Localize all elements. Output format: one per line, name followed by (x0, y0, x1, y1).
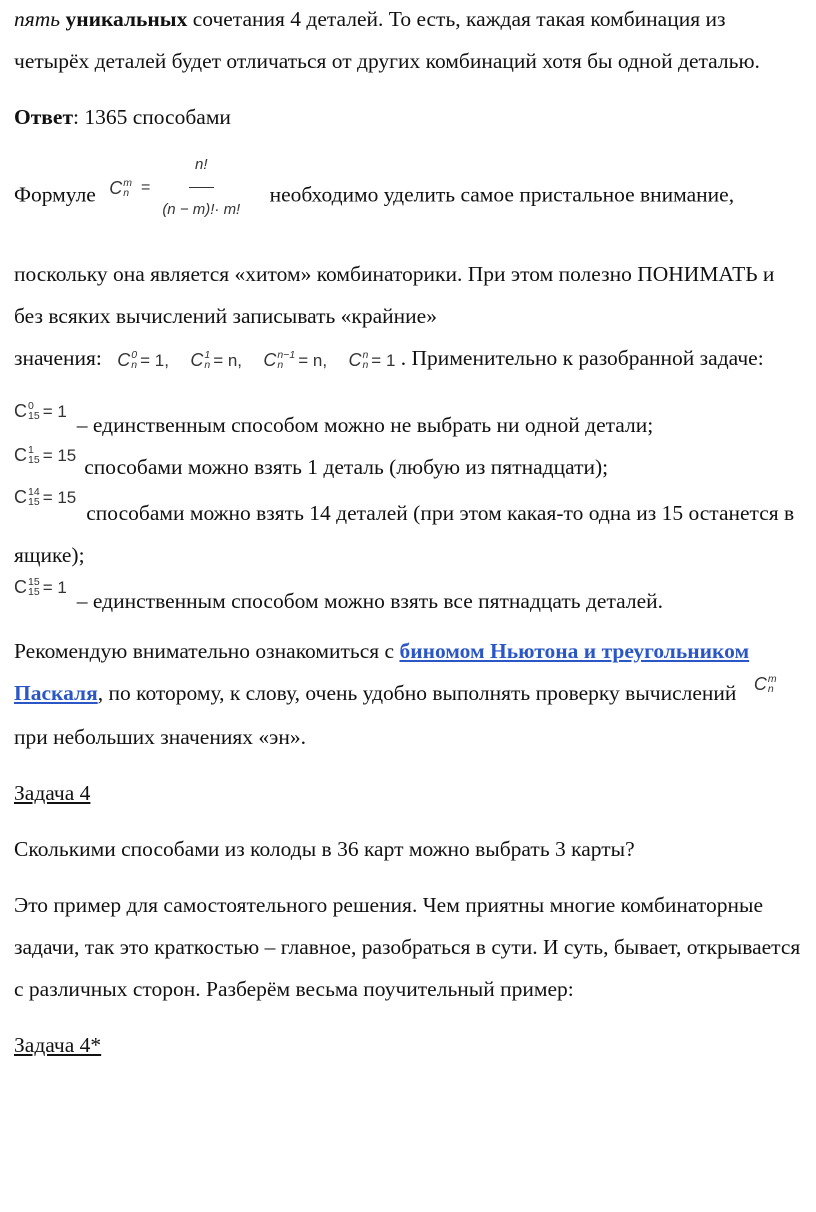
case-1-formula: C 0 15 = 1 (14, 400, 67, 423)
binomial-link[interactable]: биномом Ньютона и треугольником Паскаля (14, 638, 750, 705)
formula-sup: m (123, 176, 132, 189)
task4-heading (14, 772, 802, 814)
answer-text: : 1365 способами (73, 105, 231, 129)
case-2-sub: 15 (28, 454, 40, 467)
paragraph-self-solve: Это пример для самостоятельного решения. Чем приятны многие комбинаторные задачи, так это краткостью – главное, разобраться в сути. И суть, бывает, открывается с различных сторон. Разберём весьма поучительный пример: (14, 893, 801, 1002)
recommend-tail-text: при небольших значениях «эн». (14, 725, 306, 750)
case-row-4 (14, 576, 802, 622)
formula-denominator: (n − m)!· m! (162, 201, 241, 218)
values-lead-text: значения: (14, 346, 102, 370)
combination-symbol-sub: n (767, 683, 774, 696)
formula-numerator: n! (189, 144, 214, 188)
case-3-formula: C 14 15 = 15 (14, 486, 77, 509)
edge-value-1-sup: 0 (131, 348, 138, 361)
task4-heading-text: Задача 4 (14, 781, 91, 806)
paragraph-values (14, 337, 802, 382)
paragraph-formula (14, 156, 802, 337)
case-row-1 (14, 400, 802, 446)
edge-value-2-sub: n (204, 358, 211, 371)
edge-value-1: C 0 n = 1, (117, 348, 169, 371)
task4star-heading (14, 1024, 802, 1066)
formula-equals: = (140, 178, 151, 196)
case-1-rhs: = 1 (42, 402, 67, 422)
case-4-formula: C 15 15 = 1 (14, 576, 67, 599)
case-3-sup: 14 (28, 486, 40, 499)
answer-line (14, 96, 802, 138)
combination-symbol-sup: m (767, 673, 777, 686)
edge-value-1-sub: n (131, 358, 138, 371)
edge-value-2-rhs: = n, (213, 350, 243, 370)
case-3-rhs: = 15 (42, 488, 77, 508)
formula-fraction (156, 144, 246, 231)
case-4-sub: 15 (28, 586, 40, 599)
emphasis-italic: пять (14, 7, 61, 31)
paragraph-recommend (14, 630, 802, 759)
edge-value-3: C n−1 n = n, (263, 348, 328, 371)
case-2-sup: 1 (28, 444, 34, 457)
case-row-2 (14, 446, 802, 488)
case-1-text: – единственным способом можно не выбрать ни одной детали; (76, 412, 654, 437)
case-row-3 (14, 486, 802, 576)
case-4-rhs: = 1 (42, 578, 67, 598)
case-4-sup: 15 (28, 576, 40, 589)
edge-value-4-sub: n (362, 358, 369, 371)
emphasis-bold: уникальных (65, 7, 188, 31)
combination-formula (109, 144, 246, 231)
case-1-sup: 0 (28, 400, 34, 413)
case-3-text: способами можно взять 14 деталей (при этом какая-то одна из 15 останется в ящике); (14, 500, 795, 567)
formula-after-text: необходимо уделить самое пристальное внимание, поскольку она является «хитом» комбинаторики. При этом полезно ПОНИМАТЬ и без всяких вычислений записывать «крайние» (14, 182, 775, 328)
formula-lead-text: Формуле (14, 182, 96, 207)
case-2-rhs: = 15 (42, 446, 77, 466)
case-4-text: – единственным способом можно взять все пятнадцать деталей. (76, 588, 663, 613)
edge-value-3-sub: n (277, 358, 284, 371)
edge-values-set (117, 346, 400, 370)
edge-value-1-rhs: = 1, (140, 350, 169, 370)
recommend-lead-text: Рекомендую внимательно ознакомиться с (14, 638, 400, 663)
edge-value-4-rhs: = 1 (371, 350, 396, 370)
edge-value-2-sup: 1 (204, 348, 211, 361)
answer-label: Ответ (14, 105, 73, 129)
edge-value-3-sup: n−1 (277, 348, 296, 361)
paragraph-intro (14, 0, 802, 82)
task4-question: Сколькими способами из колоды в 36 карт можно выбрать 3 карты? (14, 837, 635, 862)
case-1-sub: 15 (28, 410, 40, 423)
edge-value-3-rhs: = n, (298, 350, 328, 370)
case-2-formula: C 1 15 = 15 (14, 444, 77, 467)
values-after-text: . Применительно к разобранной задаче: (400, 346, 764, 370)
edge-value-2: C 1 n = n, (190, 348, 243, 371)
formula-sub: n (123, 186, 130, 199)
formula-c-symbol: C (109, 177, 123, 198)
edge-value-4-sup: n (362, 348, 369, 361)
case-2-text: способами можно взять 1 деталь (любую из пятнадцати); (84, 454, 609, 479)
case-3-sub: 15 (28, 496, 40, 509)
intro-text: сочетания 4 деталей. То есть, каждая такая комбинация из четырёх деталей будет отличаться от других комбинаций хотя бы одной деталью. (14, 7, 760, 73)
edge-value-4: C n n = 1 (348, 348, 396, 371)
task4star-heading-text: Задача 4* (14, 1033, 102, 1058)
recommend-after-text: , по которому, к слову, очень удобно выполнять проверку вычислений (97, 680, 737, 705)
combination-symbol: C m n (753, 673, 777, 696)
